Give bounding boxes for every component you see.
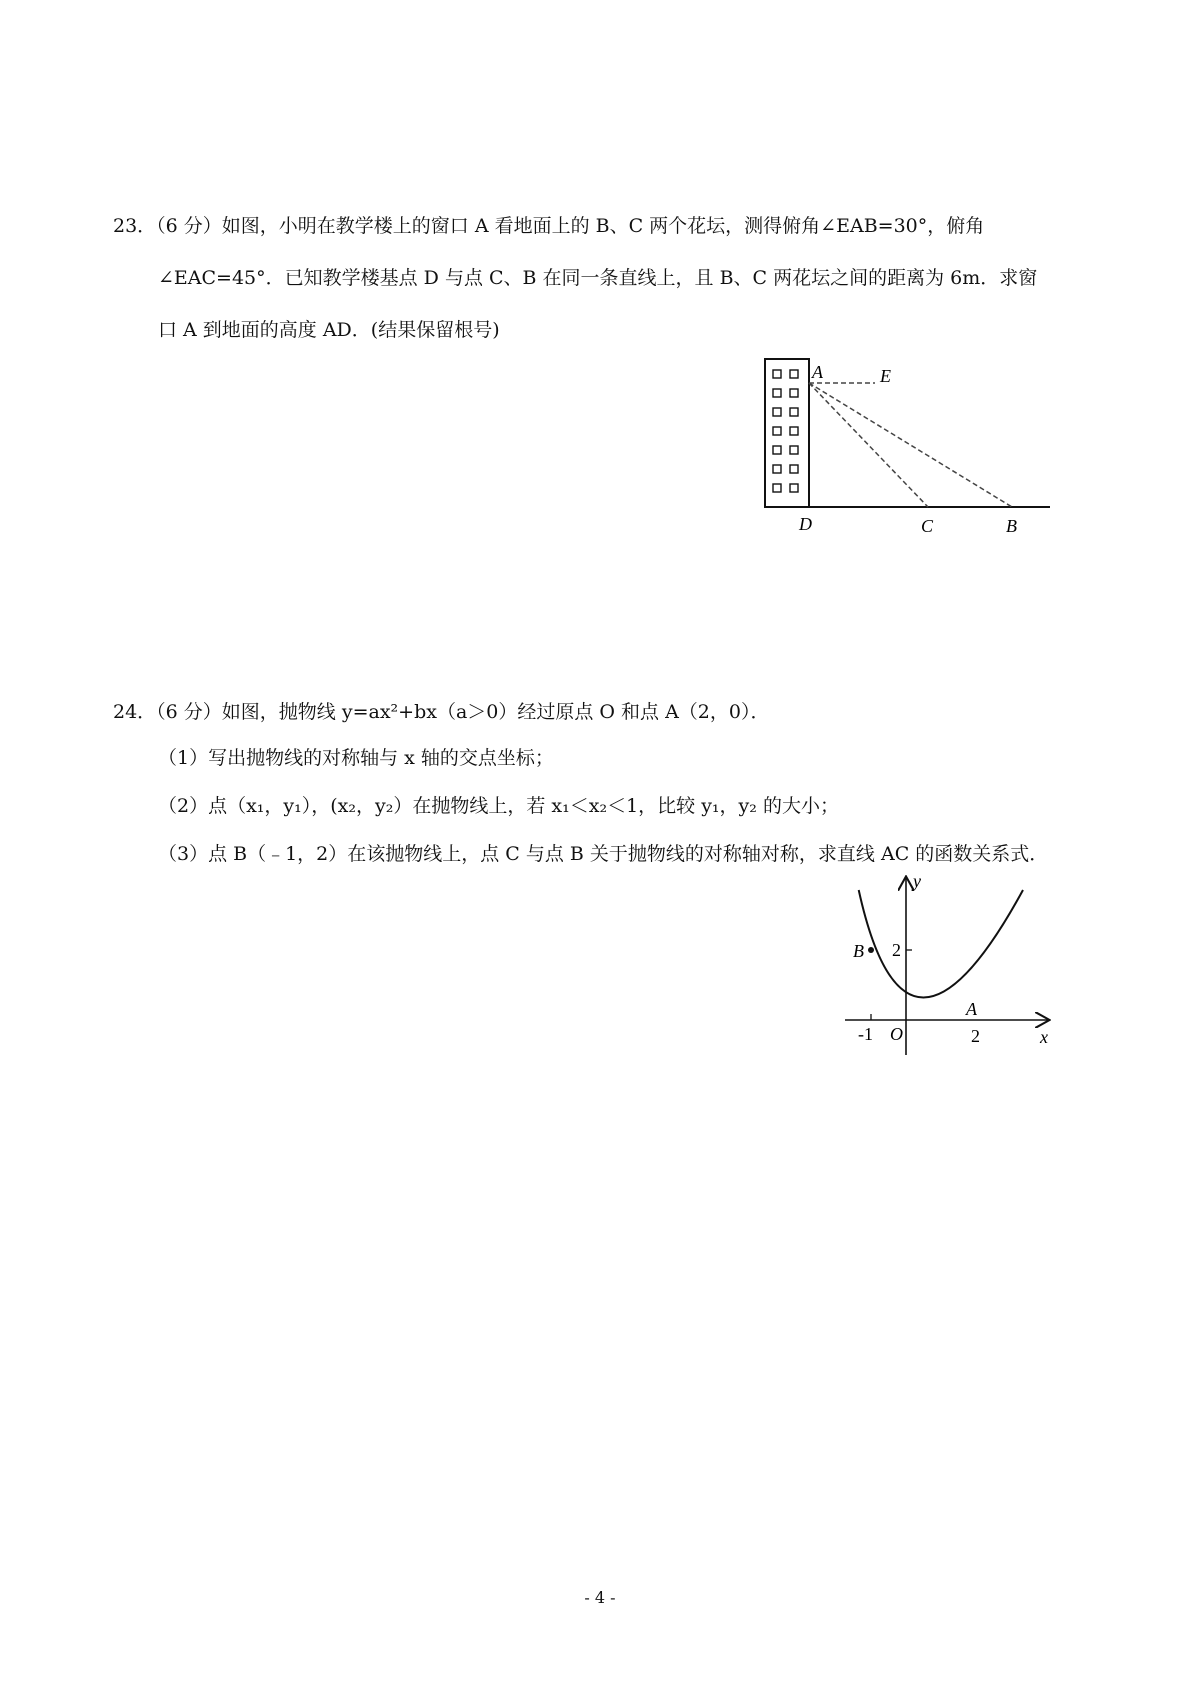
q24-line-4: （3）点 B（﹣1，2）在该抛物线上，点 C 与点 B 关于抛物线的对称轴对称，求直线 AC 的函数关系式．	[158, 843, 1049, 865]
q23-line-1: 23．（6 分）如图，小明在教学楼上的窗口 A 看地面上的 B、C 两个花坛，测得俯角∠EAB=30°，俯角	[113, 215, 985, 237]
tick-label-y-2: 2	[892, 940, 901, 960]
label-A: A	[812, 362, 823, 382]
label-B: B	[853, 941, 864, 961]
q23-line-2: ∠EAC=45°．已知教学楼基点 D 与点 C、B 在同一条直线上，且 B、C 两花坛之间的距离为 6m．求窗	[158, 267, 1038, 289]
parabola-curve	[859, 890, 1023, 998]
label-C: C	[921, 516, 934, 536]
sight-lines	[809, 383, 1012, 507]
q23-line-3: 口 A 到地面的高度 AD．(结果保留根号)	[158, 319, 500, 341]
label-B: B	[1006, 516, 1017, 536]
q24-line-1: 24．（6 分）如图，抛物线 y=ax²+bx（a＞0）经过原点 O 和点 A（2，0）．	[113, 701, 770, 723]
label-E: E	[880, 366, 891, 386]
label-D: D	[799, 514, 812, 534]
label-x: x	[1040, 1027, 1048, 1047]
tick-label-x-2: 2	[971, 1026, 980, 1046]
page-number: - 4 -	[584, 1588, 616, 1607]
q24-line-2: （1）写出抛物线的对称轴与 x 轴的交点坐标；	[158, 747, 554, 769]
building-windows	[773, 370, 798, 492]
tick-label-x-neg1: -1	[858, 1024, 873, 1044]
q24-parabola-figure	[840, 870, 1060, 1060]
label-A: A	[966, 999, 977, 1019]
label-y: y	[913, 871, 921, 891]
point-B	[868, 947, 874, 953]
q23-building-figure	[750, 356, 1070, 536]
q24-line-3: （2）点（x₁，y₁），(x₂，y₂）在抛物线上，若 x₁＜x₂＜1，比较 y₁，y₂ 的大小；	[158, 795, 839, 817]
building	[765, 359, 809, 507]
label-O: O	[890, 1024, 903, 1044]
